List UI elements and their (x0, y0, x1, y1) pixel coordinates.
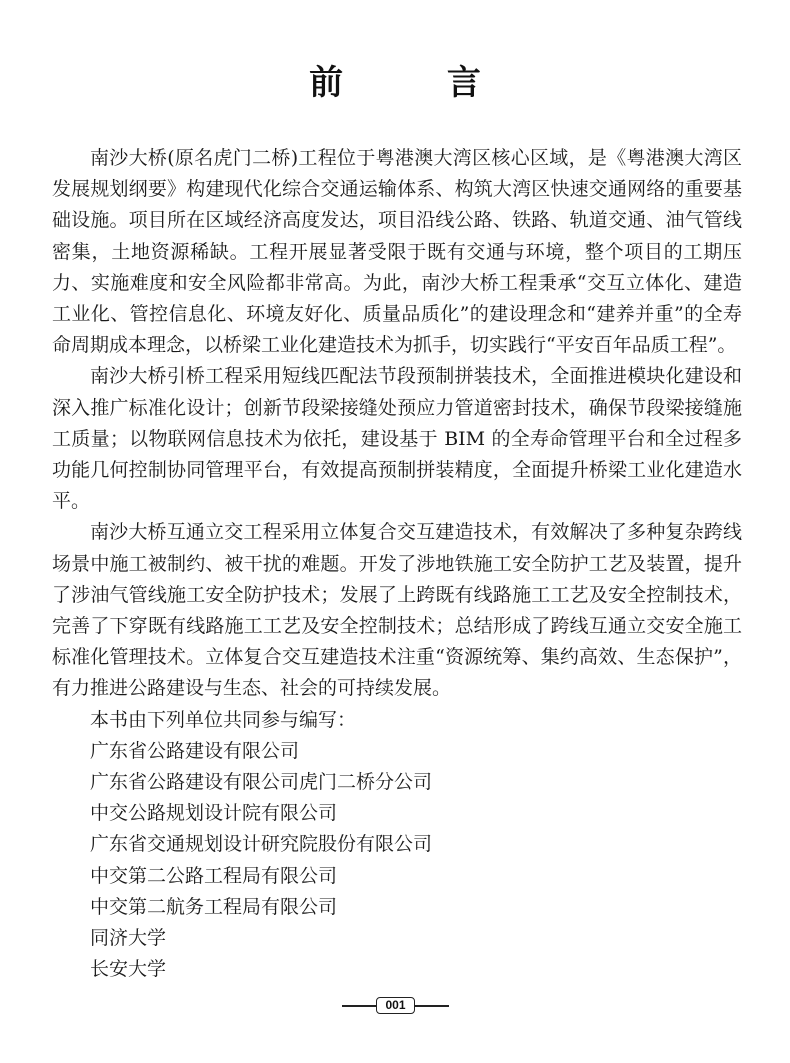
organization-item: 广东省公路建设有限公司虎门二桥分公司 (90, 771, 433, 794)
footer-rule-right (415, 1005, 449, 1007)
footer-rule-left (342, 1005, 376, 1007)
organization-item: 长安大学 (90, 958, 167, 981)
paragraph-2: 南沙大桥引桥工程采用短线匹配法节段预制拼装技术，全面推进模块化建设和深入推广标准化设计；创新节段梁接缝处预应力管道密封技术，确保节段梁接缝施工质量；以物联网信息技术为依托，建设基于 BIM 的全寿命管理平台和全过程多功能几何控制协同管理平台，有效提高预制拼装精度，全面提升桥梁工业化建造水平。 (52, 365, 742, 513)
page-footer (0, 995, 790, 1017)
organization-item: 中交第二航务工程局有限公司 (90, 895, 338, 918)
organization-item: 广东省公路建设有限公司 (90, 739, 300, 762)
organizations-intro: 本书由下列单位共同参与编写： (90, 708, 357, 731)
organization-item: 同济大学 (90, 927, 167, 950)
organizations-list (52, 736, 742, 986)
body-text (52, 143, 742, 985)
paragraph-3: 南沙大桥互通立交工程采用立体复合交互建造技术，有效解决了多种复杂跨线场景中施工被制约、被干扰的难题。开发了涉地铁施工安全防护工艺及装置，提升了涉油气管线施工安全防护技术；发展了上跨既有线路施工工艺及安全控制技术，完善了下穿既有线路施工工艺及安全控制技术；总结形成了跨线互通立交安全施工标准化管理技术。立体复合交互建造技术注重“资源统筹、集约高效、生态保护”，有力推进公路建设与生态、社会的可持续发展。 (52, 521, 742, 700)
page-number: 001 (376, 997, 415, 1014)
organization-item: 广东省交通规划设计研究院股份有限公司 (90, 833, 433, 856)
paragraph-1: 南沙大桥(原名虎门二桥)工程位于粤港澳大湾区核心区域，是《粤港澳大湾区发展规划纲要》构建现代化综合交通运输体系、构筑大湾区快速交通网络的重要基础设施。项目所在区域经济高度发达，项目沿线公路、铁路、轨道交通、油气管线密集，土地资源稀缺。工程开展显著受限于既有交通与环境，整个项目的工期压力、实施难度和安全风险都非常高。为此，南沙大桥工程秉承“交互立体化、建造工业化、管控信息化、环境友好化、质量品质化”的建设理念和“建养并重”的全寿命周期成本理念，以桥梁工业化建造技术为抓手，切实践行“平安百年品质工程”。 (52, 147, 742, 357)
organization-item: 中交公路规划设计院有限公司 (90, 802, 338, 825)
page-title: 前 言 (309, 63, 527, 103)
organization-item: 中交第二公路工程局有限公司 (90, 864, 338, 887)
